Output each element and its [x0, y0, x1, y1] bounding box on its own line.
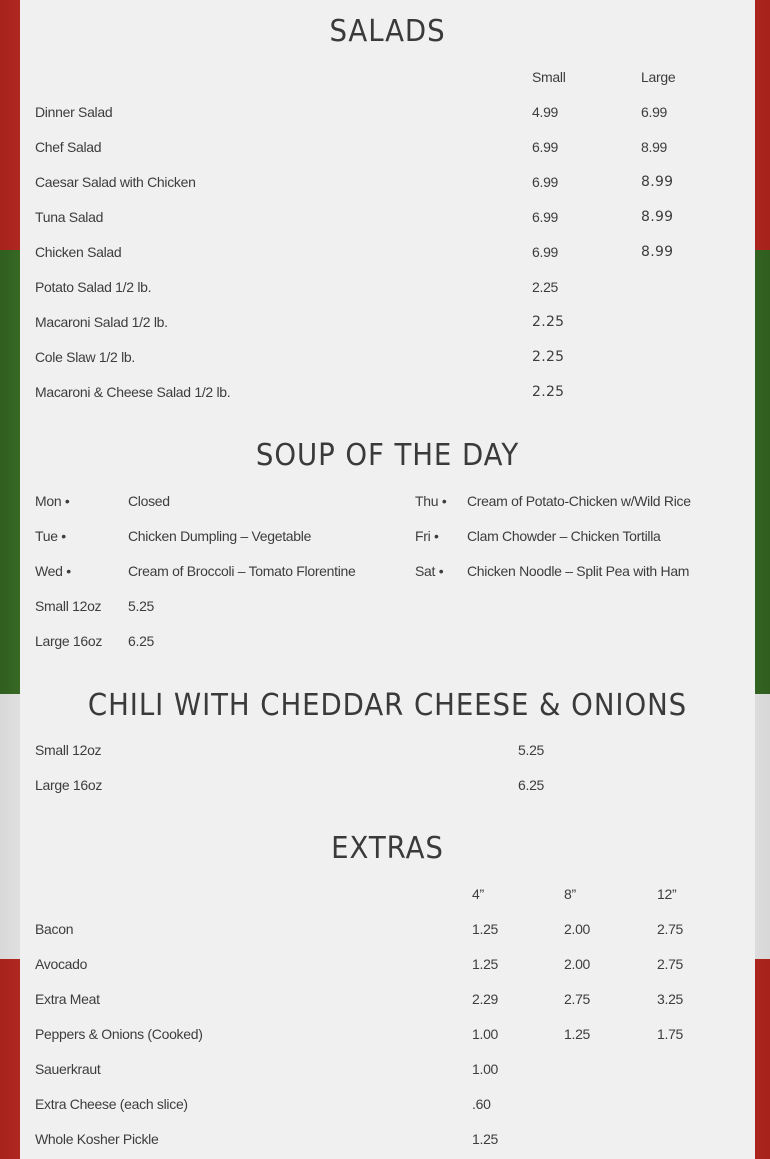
soup-name: Chicken Dumpling – Vegetable — [128, 528, 312, 544]
salad-name: Tuna Salad — [35, 209, 104, 225]
salad-name: Macaroni Salad 1/2 lb. — [35, 314, 168, 330]
extras-col-4in: 4” — [472, 886, 484, 902]
extra-price-4in: 1.00 — [472, 1061, 499, 1077]
salad-price-small: 6.99 — [532, 209, 559, 225]
soup-day: Sat • — [415, 563, 444, 579]
soup-name: Cream of Broccoli – Tomato Florentine — [128, 563, 356, 579]
salads-col-small: Small — [532, 69, 566, 85]
salad-name: Caesar Salad with Chicken — [35, 174, 196, 190]
soup-size-price: 5.25 — [128, 598, 155, 614]
extras-col-12in: 12” — [657, 886, 677, 902]
soup-name: Cream of Potato-Chicken w/Wild Rice — [467, 493, 691, 509]
soup-day: Wed • — [35, 563, 71, 579]
salad-price-small: 2.25 — [532, 349, 565, 365]
chili-price: 6.25 — [518, 777, 545, 793]
soup-size-price: 6.25 — [128, 633, 155, 649]
extra-price-4in: 2.29 — [472, 991, 499, 1007]
salad-price-small: 6.99 — [532, 244, 559, 260]
extra-price-4in: 1.25 — [472, 1131, 499, 1147]
salad-price-large: 8.99 — [641, 139, 668, 155]
chili-price: 5.25 — [518, 742, 545, 758]
extra-price-8in: 1.25 — [564, 1026, 591, 1042]
salad-price-large: 8.99 — [641, 209, 674, 225]
soup-size: Small 12oz — [35, 598, 102, 614]
extra-name: Sauerkraut — [35, 1061, 101, 1077]
salad-name: Chicken Salad — [35, 244, 122, 260]
chili-size: Large 16oz — [35, 777, 103, 793]
salad-name: Potato Salad 1/2 lb. — [35, 279, 152, 295]
extra-price-12in: 3.25 — [657, 991, 684, 1007]
salad-name: Cole Slaw 1/2 lb. — [35, 349, 135, 365]
extras-col-8in: 8” — [564, 886, 576, 902]
extra-price-8in: 2.00 — [564, 921, 591, 937]
soup-name: Chicken Noodle – Split Pea with Ham — [467, 563, 690, 579]
salad-price-small: 2.25 — [532, 279, 559, 295]
extra-name: Extra Cheese (each slice) — [35, 1096, 188, 1112]
salad-price-small: 2.25 — [532, 384, 565, 400]
chili-size: Small 12oz — [35, 742, 102, 758]
salad-name: Dinner Salad — [35, 104, 113, 120]
soup-day: Tue • — [35, 528, 66, 544]
extra-price-4in: 1.00 — [472, 1026, 499, 1042]
extra-price-8in: 2.00 — [564, 956, 591, 972]
soup-name: Clam Chowder – Chicken Tortilla — [467, 528, 661, 544]
chili-heading: CHILI WITH CHEDDAR CHEESE & ONIONS — [87, 688, 688, 723]
salad-price-large: 8.99 — [641, 244, 674, 260]
extra-price-4in: 1.25 — [472, 921, 499, 937]
salad-price-large: 8.99 — [641, 174, 674, 190]
salad-price-small: 6.99 — [532, 174, 559, 190]
extra-name: Avocado — [35, 956, 88, 972]
salad-name: Chef Salad — [35, 139, 102, 155]
extra-name: Bacon — [35, 921, 74, 937]
extra-price-12in: 1.75 — [657, 1026, 684, 1042]
salad-price-small: 4.99 — [532, 104, 559, 120]
extra-price-12in: 2.75 — [657, 921, 684, 937]
extra-name: Peppers & Onions (Cooked) — [35, 1026, 203, 1042]
salad-name: Macaroni & Cheese Salad 1/2 lb. — [35, 384, 231, 400]
soup-heading: SOUP OF THE DAY — [255, 438, 520, 473]
extras-heading: EXTRAS — [331, 831, 444, 866]
salads-col-large: Large — [641, 69, 676, 85]
soup-size: Large 16oz — [35, 633, 103, 649]
extra-price-4in: .60 — [472, 1096, 491, 1112]
soup-day: Mon • — [35, 493, 70, 509]
menu-page — [20, 0, 755, 1159]
extra-name: Extra Meat — [35, 991, 100, 1007]
soup-day: Fri • — [415, 528, 439, 544]
extra-price-8in: 2.75 — [564, 991, 591, 1007]
salad-price-large: 6.99 — [641, 104, 668, 120]
extra-price-12in: 2.75 — [657, 956, 684, 972]
extra-price-4in: 1.25 — [472, 956, 499, 972]
extra-name: Whole Kosher Pickle — [35, 1131, 159, 1147]
salads-heading: SALADS — [329, 14, 446, 49]
salad-price-small: 6.99 — [532, 139, 559, 155]
soup-day: Thu • — [415, 493, 447, 509]
soup-name: Closed — [128, 493, 170, 509]
salad-price-small: 2.25 — [532, 314, 565, 330]
